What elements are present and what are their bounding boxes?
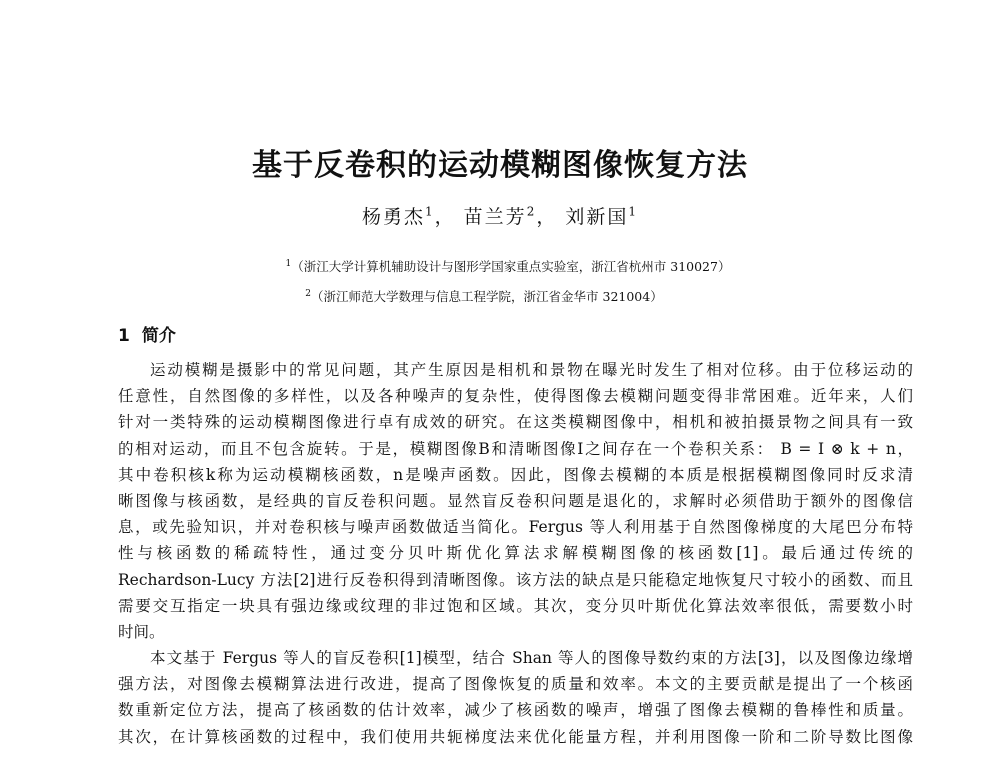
author-affiliation-mark: 1 xyxy=(424,204,435,219)
paragraph-1-line: 息，或先验知识，并对卷积核与噪声函数做适当简化。Fergus 等人利用基于自然图像梯度的大尾巴分布特 xyxy=(118,518,913,537)
paper-title: 基于反卷积的运动模糊图像恢复方法 xyxy=(252,148,748,183)
author-separator: ， xyxy=(434,206,456,228)
paragraph-1-line: 性与核函数的稀疏特性，通过变分贝叶斯优化算法求解模糊图像的核函数[1]。最后通过传统的 xyxy=(118,544,913,563)
affiliation-2 xyxy=(0,287,984,305)
paragraph-2-line: 强方法，对图像去模糊算法进行改进，提高了图像恢复的质量和效率。本文的主要贡献是提出了一个核函 xyxy=(118,675,913,694)
section-heading xyxy=(118,321,176,346)
affiliation-text: （浙江师范大学数理与信息工程学院，浙江省金华市 321004） xyxy=(311,289,663,304)
paragraph-1-line: Rechardson-Lucy 方法[2]进行反卷积得到清晰图像。该方法的缺点是只能稳定地恢复尺寸较小的函数、而且 xyxy=(118,570,913,589)
paragraph-1-line: 针对一类特殊的运动模糊图像进行卓有成效的研究。在这类模糊图像中，相机和被拍摄景物之间具有一致 xyxy=(118,413,913,432)
paragraph-1-line: 其中卷积核k称为运动模糊核函数，n是噪声函数。因此，图像去模糊的本质是根据模糊图像同时反求清 xyxy=(118,465,913,484)
author-affiliation-mark: 2 xyxy=(526,204,537,219)
author-list xyxy=(0,202,1000,229)
paragraph-1-line: 需要交互指定一块具有强边缘或纹理的非过饱和区域。其次，变分贝叶斯优化算法效率很低，需要数小时 xyxy=(118,596,913,615)
section-number: 1 xyxy=(118,326,130,346)
affiliation-mark: 1 xyxy=(285,258,292,269)
affiliation-1 xyxy=(8,257,1000,275)
author-name: 杨勇杰 xyxy=(361,206,425,228)
affiliation-text: （浙江大学计算机辅助设计与图形学国家重点实验室，浙江省杭州市 310027） xyxy=(291,259,731,274)
section-title: 简介 xyxy=(141,326,176,346)
paragraph-2-line: 其次，在计算核函数的过程中，我们使用共轭梯度法来优化能量方程，并利用图像一阶和二阶导数比图像 xyxy=(118,727,913,746)
paragraph-1-line: 的相对运动，而且不包含旋转。于是，模糊图像B和清晰图像I之间存在一个卷积关系： B = I ⊗ k + n， xyxy=(118,439,913,458)
paragraph-1-line: 运动模糊是摄影中的常见问题，其产生原因是相机和景物在曝光时发生了相对位移。由于位移运动的 xyxy=(150,361,913,379)
author-affiliation-mark: 1 xyxy=(628,204,639,219)
body-text xyxy=(118,357,913,750)
paragraph-2-line: 本文基于 Fergus 等人的盲反卷积[1]模型，结合 Shan 等人的图像导数约束的方法[3]，以及图像边缘增 xyxy=(150,649,913,668)
paragraph-1-line: 时间。 xyxy=(118,622,165,641)
author-separator: ， xyxy=(536,206,558,228)
paragraph-1-line: 晰图像与核函数，是经典的盲反卷积问题。显然盲反卷积问题是退化的，求解时必须借助于额外的图像信 xyxy=(118,491,913,510)
affiliation-mark: 2 xyxy=(305,288,312,299)
paragraph-2-line: 数重新定位方法，提高了核函数的估计效率，减少了核函数的噪声，增强了图像去模糊的鲁棒性和质量。 xyxy=(118,701,913,720)
author-name: 刘新国 xyxy=(565,206,629,228)
author-name: 苗兰芳 xyxy=(463,206,527,228)
paragraph-1-line: 任意性，自然图像的多样性，以及各种噪声的复杂性，使得图像去模糊问题变得非常困难。近年来，人们 xyxy=(118,387,913,406)
